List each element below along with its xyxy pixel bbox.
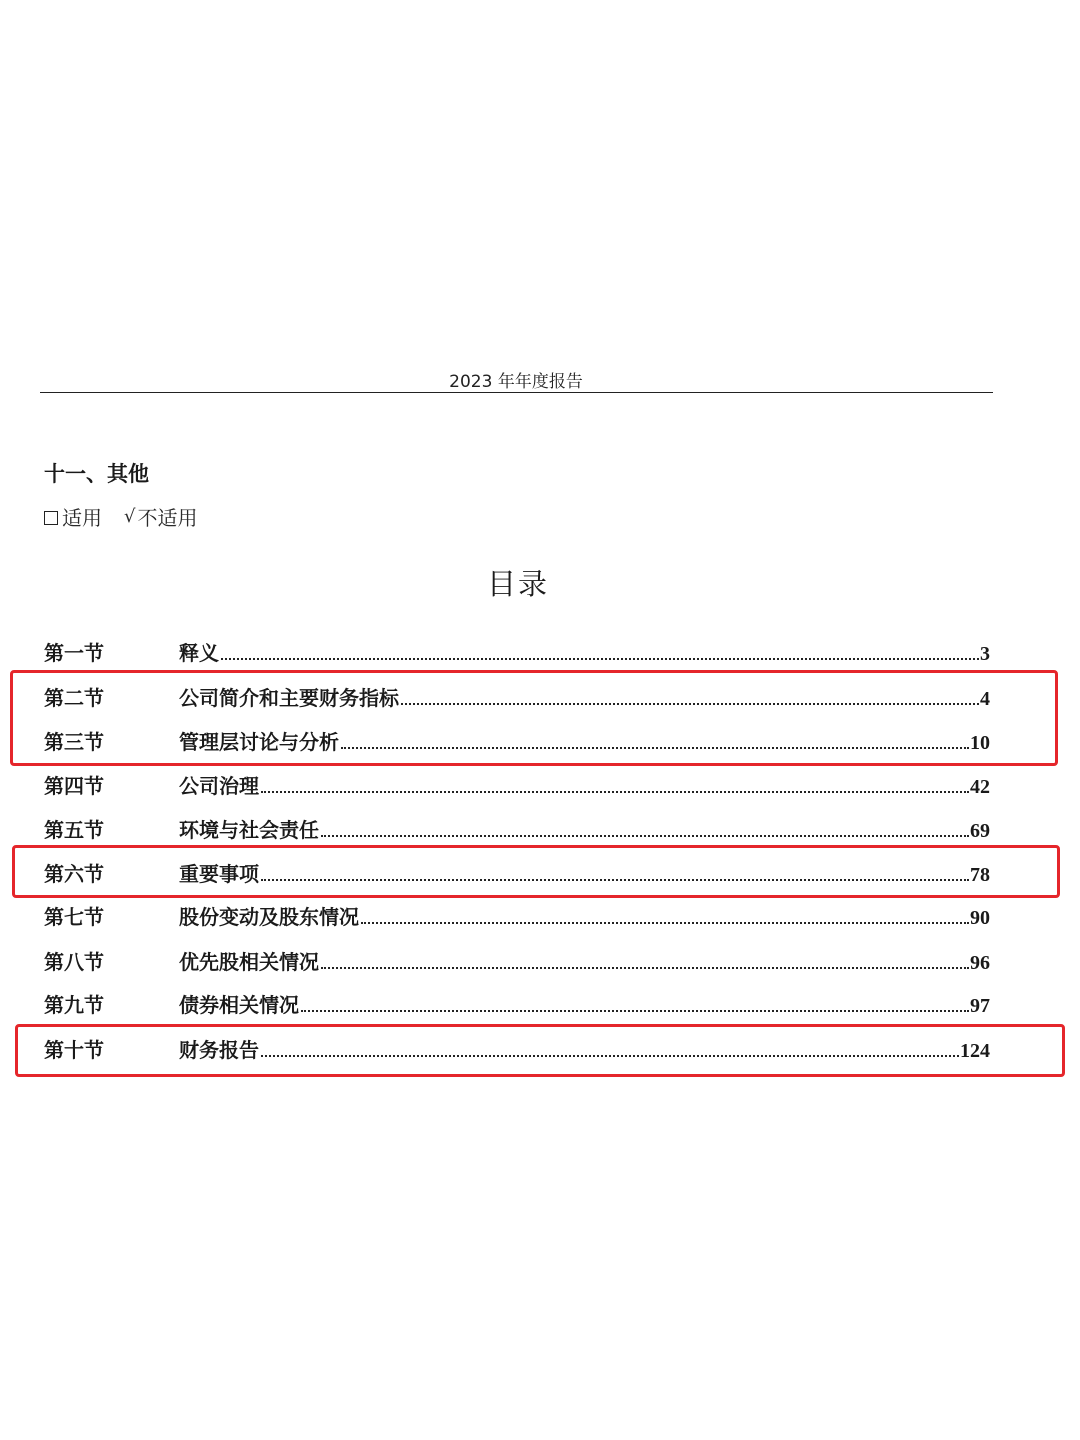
toc-section-name: 优先股相关情况 (179, 950, 319, 974)
toc-section-name: 公司简介和主要财务指标 (179, 686, 399, 710)
toc-section-number: 第八节 (44, 950, 104, 974)
toc-page-number: 69 (970, 820, 990, 842)
toc-page-number: 124 (960, 1040, 990, 1062)
other-section-heading: 十一、其他 (44, 461, 149, 486)
option-applicable-label: 适用 (62, 506, 102, 530)
toc-entry[interactable] (44, 813, 990, 843)
toc-dot-leader (321, 967, 969, 969)
toc-section-name: 管理层讨论与分析 (179, 730, 339, 754)
toc-page-number: 10 (970, 732, 990, 754)
toc-page-number: 96 (970, 952, 990, 974)
toc-page-number: 42 (970, 776, 990, 798)
toc-dot-leader (261, 791, 969, 793)
toc-section-name: 财务报告 (179, 1038, 259, 1062)
toc-section-number: 第十节 (44, 1038, 104, 1062)
toc-entry[interactable] (44, 769, 990, 799)
toc-page-number: 97 (970, 995, 990, 1017)
toc-title: 目录 (486, 567, 549, 601)
toc-section-number: 第三节 (44, 730, 104, 754)
option-not-applicable-label: 不适用 (137, 506, 198, 530)
toc-section-number: 第二节 (44, 686, 104, 710)
toc-dot-leader (301, 1010, 969, 1012)
highlight-box-section-6 (12, 845, 1060, 898)
toc-page-number: 90 (970, 907, 990, 929)
toc-entry[interactable] (44, 636, 990, 666)
report-header-title: 2023 年年度报告 (449, 372, 583, 392)
toc-section-name: 重要事项 (179, 862, 259, 886)
toc-section-number: 第六节 (44, 862, 104, 886)
toc-page-number: 3 (980, 643, 990, 665)
toc-section-name: 环境与社会责任 (179, 818, 319, 842)
toc-section-number: 第七节 (44, 905, 104, 929)
check-mark-icon: √ (124, 506, 136, 527)
toc-dot-leader (361, 922, 969, 924)
header-divider (40, 392, 993, 393)
toc-page-number: 78 (970, 864, 990, 886)
toc-section-name: 债券相关情况 (179, 993, 299, 1017)
toc-section-number: 第五节 (44, 818, 104, 842)
toc-dot-leader (321, 835, 969, 837)
toc-section-number: 第一节 (44, 641, 104, 665)
toc-entry[interactable] (44, 945, 990, 975)
toc-entry[interactable] (44, 900, 990, 930)
empty-checkbox-icon (44, 511, 58, 525)
highlight-box-section-10 (15, 1024, 1065, 1077)
highlight-box-sections-2-3 (10, 670, 1058, 766)
applicability-options (44, 502, 197, 531)
toc-section-number: 第九节 (44, 993, 104, 1017)
toc-section-number: 第四节 (44, 774, 104, 798)
toc-section-name: 股份变动及股东情况 (179, 905, 359, 929)
toc-section-name: 释义 (179, 641, 219, 665)
toc-dot-leader (221, 658, 979, 660)
toc-entry[interactable] (44, 988, 990, 1018)
toc-page-number: 4 (980, 688, 990, 710)
toc-section-name: 公司治理 (179, 774, 259, 798)
